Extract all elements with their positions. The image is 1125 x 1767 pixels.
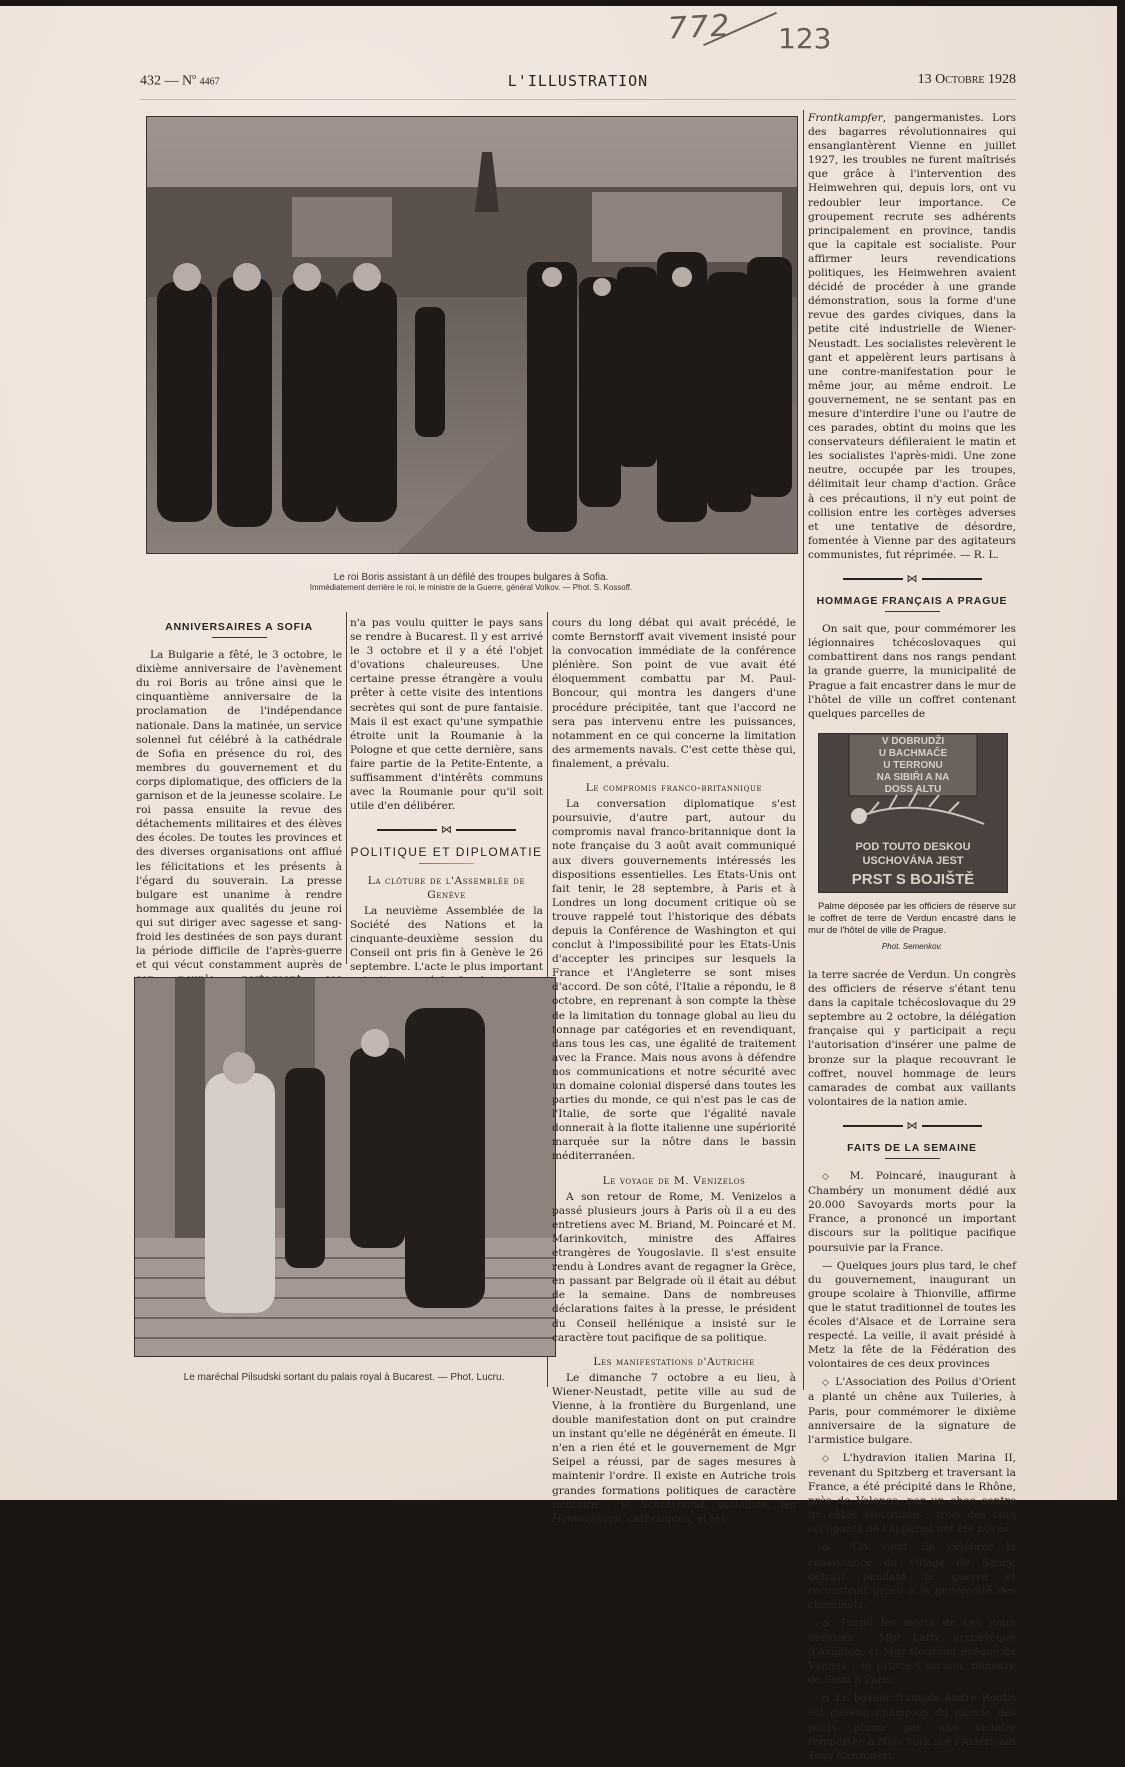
pilsudski-photo [134, 977, 556, 1357]
section-ornament [808, 572, 1016, 586]
faits-item [808, 1169, 1016, 1255]
ornament-line [922, 1125, 982, 1127]
section-ornament [350, 823, 543, 837]
page-number-text: 432 — N [140, 73, 193, 89]
faits-item [808, 1616, 1016, 1687]
plaque-line: DOSS ALTU [884, 783, 942, 795]
faits-item-text: L'Association des Poilus d'Orient a planté un chêne aux Tuileries, à Paris, pour commémorer le dixième anniversaire de la signature de l'armistice bulgare. [808, 1376, 1017, 1446]
diamond-bullet-icon: ◇ [822, 1378, 831, 1389]
faits-item-text: On vient de célébrer la renaissance du village de Sancy, détruit pendant la guerre et reconstruit grâce à la générosité des cheminots. [808, 1541, 1017, 1611]
plaque-photo-icon [819, 734, 1007, 892]
ornament-line [843, 1125, 903, 1127]
issue-date: 13 Octobre 1928 [917, 72, 1016, 87]
column-3 [552, 616, 796, 1526]
ornament-icon: ⋈ [906, 1118, 918, 1132]
section-title-faits: FAITS DE LA SEMAINE [847, 1141, 977, 1154]
subtitle-autriche: Les manifestations d'Autriche [593, 1355, 755, 1368]
page-header [140, 70, 1016, 94]
article-geneve-body-1: La neuvième Assemblée de la Société des Nations et la cinquante-deuxième session du Conseil ont pris fin à Genève le 26 septembre. L'acte le plus important [350, 904, 543, 974]
autriche-schutzbund: Schutzbund [640, 1498, 705, 1511]
ornament-icon: ⋈ [906, 572, 918, 585]
handwritten-number: 772 [667, 8, 733, 47]
autriche-text-3: , catholiques, et les [621, 1512, 726, 1525]
article-prague-body-1: On sait que, pour commémorer les légionnaires tchécoslovaques qui combattirent dans nos rangs pendant la grande guerre, la municipalité de Prague a fait encastrer dans le mur de l'hôtel de ville un coffret contenant quelques parcelles de [808, 623, 1016, 720]
ornament-line [456, 829, 516, 831]
plaque-line: U TERRONU [883, 759, 943, 771]
faits-item-text: M. Poincaré, inaugurant à Chambéry un monument dédié aux 20.000 Savoyards morts pour la France, a prononcé un important discours sur la politique pacifique poursuivie par la France. [808, 1170, 1016, 1254]
column-4 [808, 111, 1016, 1767]
subtitle-venizelos: Le voyage de M. Venizelos [602, 1174, 746, 1187]
handwritten-suffix: 123 [778, 22, 832, 55]
column-rule [346, 612, 347, 964]
article-prague-body-2: la terre sacrée de Verdun. Un congrès des officiers de réserve s'étant tenu dans la capitale tchécoslovaque du 29 septembre au 2 octobre, la délégation française qui y participait a reçu l'autorisation d'insérer une palme de bronze sur la plaque recouvrant le coffret, nouvel hommage de leurs camarades de combat aux vaillants volontaires de la nation amie. [808, 968, 1016, 1108]
faits-item [808, 1691, 1016, 1762]
plaque-photo [818, 733, 1008, 893]
plaque-line: USCHOVÁNA JEST [862, 854, 964, 867]
plaque-caption: Palme déposée par les officiers de réserve sur le coffret de terre de Verdun encastré dans le mur de l'hôtel de ville de Prague. [808, 900, 1016, 936]
faits-item [808, 1259, 1016, 1372]
faits-item-text: Parmi les morts de ces jours derniers : Mgr Latty, archevêque d'Avignon, et Mgr Gouraud évêque de Vannes ; le prince Charoon, ministre de Siam à Paris. [808, 1616, 1016, 1687]
caption-line-1: Le roi Boris assistant à un défilé des troupes bulgares à Sofia. [333, 572, 609, 583]
ornament-line [922, 578, 982, 580]
article-sofia-body: La Bulgarie a fêté, le 3 octobre, le dixième anniversaire de l'avènement du roi Boris au trône ainsi que le cinquantième anniversaire de la proclamation de l'indépendance nationale. Dans la matinée, un service solennel fut célébré à la cathédrale de Sofia en présence du roi, des membres du gouvernement et du corps diplomatique, des officiers de la garnison et de la jeunesse scolaire. Le roi passa ensuite la revue des détachements militaires et des élèves des écoles. De toutes les provinces et des diverses organisations ont afflué les félicitations et les présents à l'égard du souverain. La presse bulgare est unanime à rendre hommage aux qualités du jeune roi qui sut diriger avec sagesse et sang-froid les destinées de son pays durant la période difficile de l'après-guerre et qui vécut constamment auprès de [136, 649, 342, 972]
faits-item [808, 1451, 1016, 1537]
subtitle-compromis: Le compromis franco-britannique [585, 782, 763, 795]
autriche-heimwehren: Heimwehren [552, 1512, 622, 1525]
faits-item-text: Le boxeur français André Routis est devenu champion du monde des poids plume par une victoire remportée à New York sur l'Américain Tony Canzoneri. [808, 1692, 1017, 1762]
autriche-frontkampfer: Frontkampfer [808, 112, 883, 124]
ornament-line [377, 829, 437, 831]
diamond-bullet-icon: ◇ [822, 1453, 835, 1464]
section-title-sofia: ANNIVERSAIRES A SOFIA [165, 621, 313, 633]
ornament-line [843, 578, 903, 580]
autriche-text-4: , pangermanistes. Lors des bagarres révolutionnaires qui ensanglantèrent Vienne en juillet 1927, les troubles ne furent maîtrisés que grâce à l'intervention des Heimwehren qui, depuis lors, ont vu redoubler leur importance. Ce groupement recrute ses adhérents principalement en province, tandis que la capitale est socialiste. Pour affirmer leurs revendications politiques, les Heimwehren avaient décidé de procéder à une grande démonstration, sous la forme d'une revue des gardes civiques, dans la petite cité industrielle de Wiener-Neustadt. Les socialistes relevèrent le gant et appelèrent leurs partisans à une contre-manifestation pour le même jour, au même endroit. Le gouvernement, ne se sentant pas en mesure d'interdire l'une ou l'autre de ces parades, obtint du moins que les conservateurs défileraient le matin et les socialistes l'après-midi. Une zone neutre, occupée par les troupes, délimitait leur champ d'action. Grâce à ces précautions, il n'y eut point de collision entre les cortèges adverses et une tentative de désordre, fomentée à Vienne par des agitateurs communistes, fut réprimée. — R. L. [808, 112, 1016, 561]
article-autriche-body [552, 1371, 796, 1526]
column-rule [803, 110, 804, 1390]
parade-photo-icon [147, 117, 797, 553]
section-title-politique: POLITIQUE ET DIPLOMATIE [350, 845, 543, 860]
plaque-line: U BACHMAČE [878, 747, 948, 759]
diamond-bullet-icon: ◇ [822, 1694, 831, 1705]
plaque-credit: Phot. Semenkov. [881, 941, 943, 951]
pilsudski-photo-icon [135, 978, 555, 1356]
pilsudski-photo-caption: Le maréchal Pilsudski sortant du palais royal à Bucarest. — Phot. Lucru. [183, 1372, 505, 1383]
diamond-bullet-icon: ◇ [822, 1543, 839, 1554]
header-rule [140, 99, 1016, 100]
article-autriche-continued [808, 111, 1016, 562]
section-title-prague: HOMMAGE FRANÇAIS A PRAGUE [816, 595, 1008, 608]
caption-line-2: Immédiatement derrière le roi, le ministre de la Guerre, général Volkov. — Phot. S. Kossoff. [309, 583, 633, 592]
parade-photo [146, 116, 798, 554]
title-rule [885, 1158, 940, 1159]
plaque-line: NA SIBIŘI A NA [876, 771, 950, 783]
article-compromis-body: La conversation diplomatique s'est poursuivie, d'autre part, autour du compromis naval franco-britannique dont la note française du 3 août avait communiqué aux divers gouvernements intéressés les dispositions essentielles. Les Etats-Unis ont fait tenir, le 28 septembre, à Paris et à Londres un long document critique où se trouve rappelé tout l'historique des débats depuis la Conférence de Washington et qui conclut à l'impossibilité pour les Etats-Unis d'accepter les principes sur lesquels la France et l'Angleterre se sont mises d'accord. De son côté, l'Italie a répondu, le 8 octobre, en reprenant à son compte la thèse de la limitation du tonnage global au lieu du tonnage par catégories et en revendiquant, dans tous les cas, une égalité de traitement avec la France. Mais nous avons à défendre nos communications et notre sécurité avec un domaine colonial dispersé dans toutes les parties du monde, ce qui n'est pas le cas de l'Italie, de sorte que l'égalité navale donnerait à la flotte italienne une supériorité marquée sur la nôtre dans le bassin méditerranéen. [552, 798, 796, 1163]
title-rule [885, 611, 940, 612]
ornament-icon: ⋈ [441, 823, 452, 837]
diamond-bullet-icon: ◇ [822, 1172, 838, 1183]
title-rule [419, 863, 474, 864]
parade-photo-caption [146, 572, 796, 592]
subtitle-geneve: La clôture de l'Assemblée de Genève [367, 874, 526, 901]
masthead: L'ILLUSTRATION [507, 72, 649, 90]
article-pilsudski-body-2: n'a pas voulu quitter le pays sans se rendre à Bucarest. Il y est arrivé le 3 octobre et il y a été l'objet d'ovations chaleureuses. Une certaine presse étrangère a voulu prêter à cette visite des intentions secrètes qui sont de pure fantaisie. Mais il est exact qu'une sympathie étroite unit la Roumanie à la Pologne et que cette dernière, sans faire partie de la Petite-Entente, a suffisamment d'intérêts communs avec la Roumanie pour qu'il soit utile d'en délibérer. [350, 617, 543, 813]
scan-edge [1117, 0, 1125, 1500]
article-venizelos-body: A son retour de Rome, M. Venizelos a passé plusieurs jours à Paris où il a eu des entretiens avec M. Briand, M. Poincaré et M. Marinkovitch, ministre des Affaires étrangères de Yougoslavie. Il s'est ensuite rendu à Londres avant de regagner la Grèce, en passant par Belgrade où il était au début de la semaine. Dans de nombreuses déclarations faites à la presse, le président du Conseil hellénique a insisté sur le caractère tout pacifique de sa politique. [552, 1190, 796, 1344]
issue-number: 4467 [199, 76, 220, 88]
title-rule [212, 637, 267, 638]
plaque-line: POD TOUTO DESKOU [855, 840, 971, 853]
article-geneve-body-2: cours du long débat qui avait précédé, le comte Bernstorff avait vivement insisté pour la convocation immédiate de la conférence plénière. Son point de vue avait été éloquemment combattu par M. Paul-Boncour, qui montra les dangers d'une procédure précipitée, tant que l'accord ne sera pas intervenu entre les puissances, notamment en ce qui concerne la limitation des armements navals. C'est cette thèse qui, finalement, a prévalu. [552, 617, 796, 770]
plaque-line: V DOBRUDŽI [881, 735, 945, 747]
faits-item [808, 1540, 1016, 1611]
plaque-line: PRST S BOJIŠTĚ [851, 870, 975, 888]
autriche-text-2: , socialiste, les [704, 1498, 796, 1511]
autriche-text-1: Le dimanche 7 octobre a eu lieu, à Wiener-Neustadt, petite ville au sud de Vienne, à la frontière du Burgenland, une double manifestation dont on put craindre un instant qu'elle ne dégénérât en émeute. Il n'en a rien été et le gouvernement de Mgr Seipel a réussi, par de sages mesures à maintenir l'ordre. Il existe en Autriche trois grandes formations politiques de caractère militaire : le [552, 1371, 796, 1511]
issue-sup: o [192, 72, 197, 81]
faits-item-text: L'hydravion italien Marina II, revenant du Spitzberg et traversant la France, a été précipité dans le Rhône, près de Valence, par un choc contre un câble électrique : trois des cinq occupants de l'appareil ont été noyés. [808, 1451, 1016, 1536]
section-ornament [808, 1119, 1016, 1133]
faits-item-text: — Quelques jours plus tard, le chef du gouvernement, inaugurant un groupe scolaire à Thionville, affirme que le statut traditionnel de toutes les écoles d'Alsace et de Lorraine sera respecté. La veille, il avait présidé à Metz la fête de la Fédération des volontaires de ces deux provinces [808, 1259, 1016, 1371]
faits-list [808, 1169, 1016, 1763]
faits-item [808, 1375, 1016, 1446]
diamond-bullet-icon: ◇ [822, 1618, 834, 1629]
